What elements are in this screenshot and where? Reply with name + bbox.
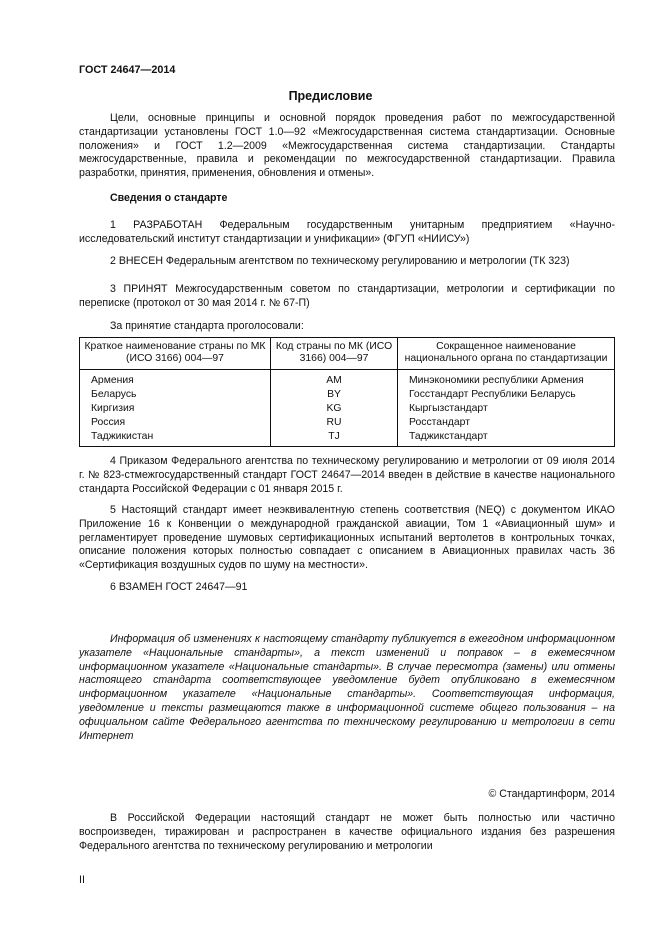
standards-body-cell: Таджикстандарт: [398, 430, 615, 447]
country-code-cell: BY: [271, 388, 398, 402]
standards-body-cell: Госстандарт Республики Беларусь: [398, 388, 615, 402]
copyright: © Стандартинформ, 2014: [488, 788, 615, 800]
item-2-introduced-by: 2 ВНЕСЕН Федеральным агентством по техническому регулированию и метрологии (ТК 323): [110, 255, 570, 267]
standards-body-cell: Кыргызстандарт: [398, 402, 615, 416]
item-5-correspondence: 5 Настоящий стандарт имеет неэквивалентную степень соответствия (NEQ) с документом ИКАО Приложение 16 к Конвенции о международной гражданской авиации, Том 1 «Авиационный шум» и регламентирует проведение шумовых сертификационных испытаний вертолетов в контрольных точках, описание положения которых полностью совпадает с описанием в Авиационных правилах часть 36 «Сертификация воздушных судов по шуму на местности».: [79, 504, 615, 572]
country-code-cell: RU: [271, 416, 398, 430]
standards-body-cell: Минэкономики республики Армения: [398, 370, 615, 389]
vote-intro: За принятие стандарта проголосовали:: [110, 320, 304, 332]
country-name-cell: Россия: [80, 416, 271, 430]
item-3-adopted-by: 3 ПРИНЯТ Межгосударственным советом по стандартизации, метрологии и сертификации по переписке (протокол от 30 мая 2014 г. № 67-П): [79, 283, 615, 309]
table-row: [80, 416, 615, 430]
table-header-country-code: Код страны по МК (ИСО 3166) 004—97: [271, 338, 398, 370]
info-notice: Информация об изменениях к настоящему стандарту публикуется в ежегодном информационном указателе «Национальные стандарты», а текст изменений и поправок – в ежемесячном информационном указателе «Национальные стандарты». В случае пересмотра (замены) или отмены настоящего стандарта соответствующее уведомление будет опубликовано в ежемесячном информационном указателе «Национальные стандарты». Соответствующая информация, уведомление и тексты размещаются также в информационной системе общего пользования – на официальном сайте Федерального агентства по техническому регулированию и метрологии в сети Интернет: [79, 633, 615, 742]
section-heading: Сведения о стандарте: [110, 192, 228, 204]
page-title: Предисловие: [288, 89, 373, 103]
page-number: II: [79, 874, 85, 886]
country-code-cell: AM: [271, 370, 398, 389]
voting-countries-table: [79, 337, 615, 447]
item-1-developed-by: 1 РАЗРАБОТАН Федеральным государственным унитарным предприятием «Научно-исследовательский институт стандартизации и унификации» (ФГУП «НИИСУ»): [79, 219, 615, 245]
table-header-standards-body: Сокращенное наименование национального органа по стандартизации: [398, 338, 615, 370]
intro-paragraph: Цели, основные принципы и основной порядок проведения работ по межгосударственной стандартизации установлены ГОСТ 1.0—92 «Межгосударственная система стандартизации. Основные положения» и ГОСТ 1.2—2009 «Межгосударственная система стандартизации. Стандарты межгосударственные, правила и рекомендации по межгосударственной стандартизации. Правила разработки, принятия, применения, обновления и отмены».: [79, 112, 615, 180]
country-code-cell: KG: [271, 402, 398, 416]
standards-body-cell: Росстандарт: [398, 416, 615, 430]
table-row: [80, 402, 615, 416]
country-name-cell: Армения: [80, 370, 271, 389]
page-header-standard-code: ГОСТ 24647—2014: [79, 64, 176, 76]
table-row: [80, 370, 615, 389]
item-4-order: 4 Приказом Федерального агентства по техническому регулированию и метрологии от 09 июля 2014 г. № 823-стмежгосударственный стандарт ГОСТ 24647—2014 введен в действие в качестве национального стандарта Российской Федерации с 01 января 2015 г.: [79, 455, 615, 495]
country-name-cell: Таджикистан: [80, 430, 271, 447]
table-row: [80, 430, 615, 447]
table-header-row: [80, 338, 615, 370]
country-name-cell: Киргизия: [80, 402, 271, 416]
country-name-cell: Беларусь: [80, 388, 271, 402]
country-code-cell: TJ: [271, 430, 398, 447]
reproduction-notice: В Российской Федерации настоящий стандарт не может быть полностью или частично воспроизведен, тиражирован и распространен в качестве официального издания без разрешения Федерального агентства по техническому регулированию и метрологии: [79, 812, 615, 852]
table-header-country-name: Краткое наименование страны по МК (ИСО 3166) 004—97: [80, 338, 271, 370]
table-row: [80, 388, 615, 402]
item-6-replaces: 6 ВЗАМЕН ГОСТ 24647—91: [110, 581, 248, 593]
